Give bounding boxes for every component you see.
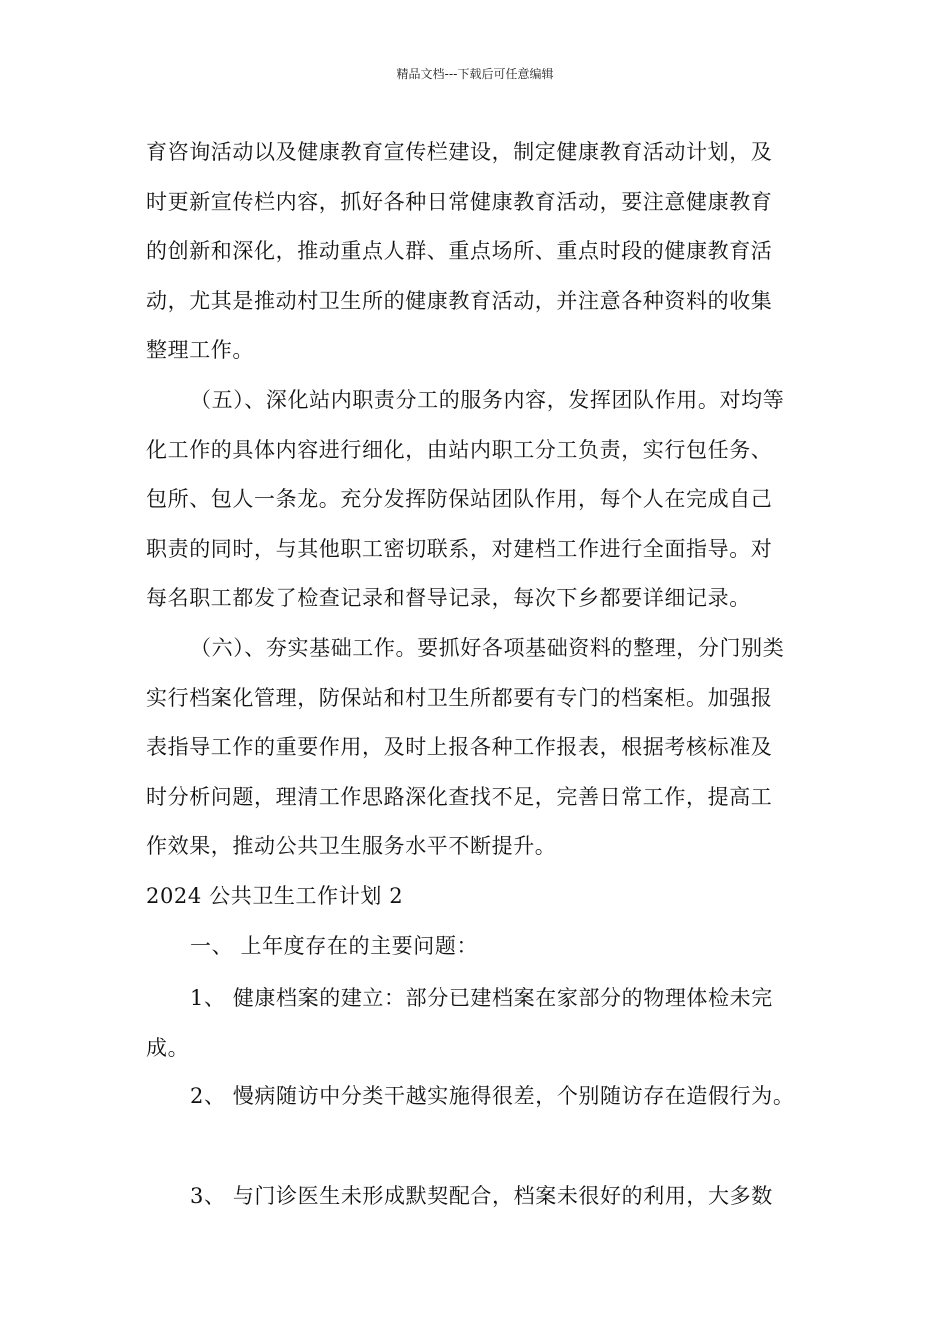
paragraph-section-five xyxy=(146,376,811,624)
paragraph-health-education xyxy=(146,128,811,376)
text-line: 1、 健康档案的建立：部分已建档案在家部分的物理体检未完 xyxy=(190,986,773,1010)
text-line: 化工作的具体内容进行细化，由站内职工分工负责，实行包任务、 xyxy=(146,437,773,462)
text-line: 成。 xyxy=(146,1035,190,1060)
text-line: 整理工作。 xyxy=(146,338,254,362)
text-line: 作效果，推动公共卫生服务水平不断提升。 xyxy=(146,834,557,858)
text-line: 时分析问题，理清工作思路深化查找不足，完善日常工作，提高工 xyxy=(146,784,773,809)
text-line: 的创新和深化，推动重点人群、重点场所、重点时段的健康教育活 xyxy=(146,239,773,263)
list-item-2 xyxy=(146,1072,811,1122)
page-header: 精品文档---下载后可任意编辑 xyxy=(396,67,554,81)
text-line: 3、 与门诊医生未形成默契配合，档案未很好的利用，大多数 xyxy=(190,1184,773,1208)
text-line: 育咨询活动以及健康教育宣传栏建设，制定健康教育活动计划，及 xyxy=(146,140,773,164)
text-line: 表指导工作的重要作用，及时上报各种工作报表，根据考核标准及 xyxy=(146,735,773,759)
text-line: 时更新宣传栏内容，抓好各种日常健康教育活动，要注意健康教育 xyxy=(146,189,773,214)
text-line: 每名职工都发了检查记录和督导记录，每次下乡都要详细记录。 xyxy=(146,586,751,610)
list-item-1 xyxy=(146,974,811,1073)
text-line: 实行档案化管理，防保站和村卫生所都要有专门的档案柜。加强报 xyxy=(146,685,773,710)
text-line: 2、 慢病随访中分类干越实施得很差，个别随访存在造假行为。 xyxy=(190,1084,795,1108)
text-line: 一、 上年度存在的主要问题： xyxy=(190,934,479,958)
subheading-problems xyxy=(146,922,811,972)
heading-text: 2024 公共卫生工作计划 2 xyxy=(146,884,404,908)
section-heading xyxy=(146,872,811,922)
text-line: （五）、深化站内职责分工的服务内容，发挥团队作用。对均等 xyxy=(190,388,785,412)
paragraph-section-six xyxy=(146,624,811,872)
text-line: 包所、包人一条龙。充分发挥防保站团队作用，每个人在完成自己 xyxy=(146,487,773,511)
text-line: 动，尤其是推动村卫生所的健康教育活动，并注意各种资料的收集 xyxy=(146,288,773,313)
text-line: （六）、夯实基础工作。要抓好各项基础资料的整理，分门别类 xyxy=(190,636,785,660)
list-item-3 xyxy=(146,1172,811,1222)
text-line: 职责的同时，与其他职工密切联系，对建档工作进行全面指导。对 xyxy=(146,536,773,561)
